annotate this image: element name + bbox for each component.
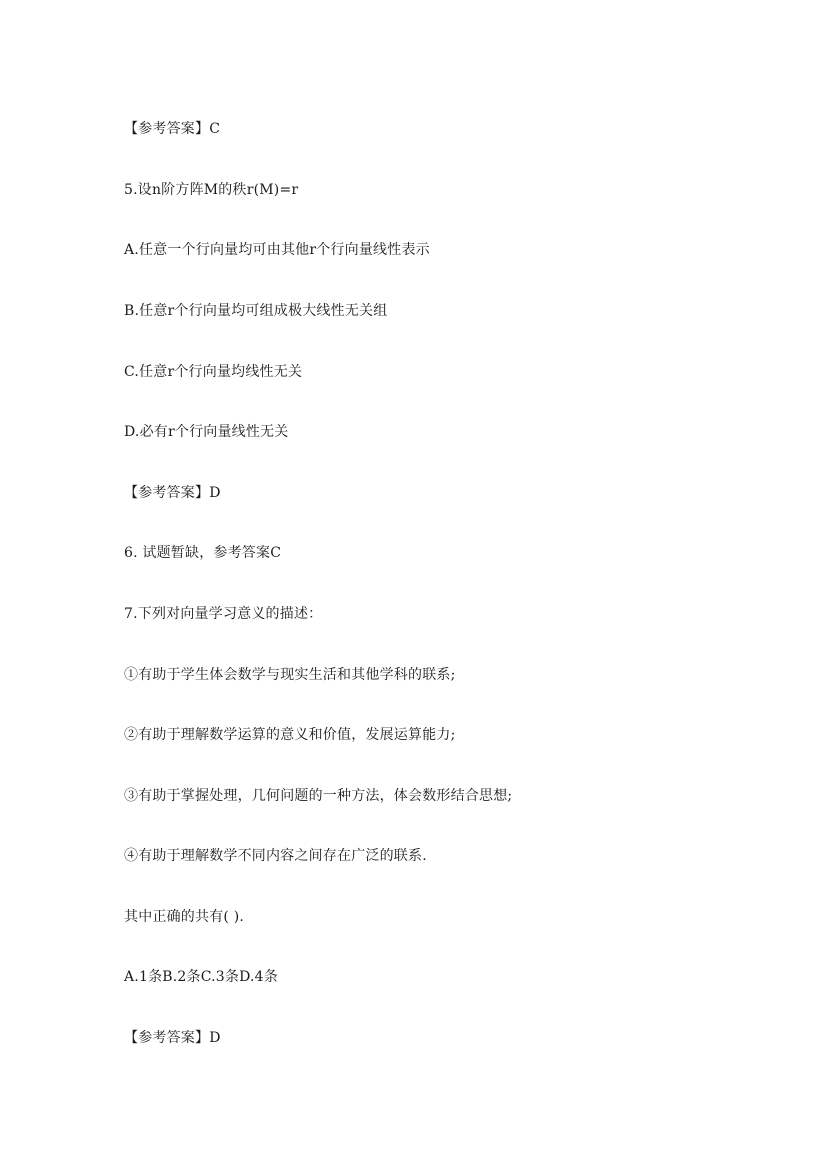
question-7-prompt: 其中正确的共有( ). — [124, 909, 245, 925]
answer-label-q5: 【参考答案】D — [124, 485, 221, 501]
question-5-option-c: C.任意r个行向量均线性无关 — [124, 364, 303, 380]
question-5-option-d: D.必有r个行向量线性无关 — [124, 424, 289, 440]
question-7-options: A.1条B.2条C.3条D.4条 — [124, 969, 278, 985]
answer-label-q4: 【参考答案】C — [124, 121, 221, 137]
question-7-statement-3: ③有助于掌握处理，几何问题的一种方法，体会数形结合思想; — [124, 788, 513, 804]
question-5-option-a: A.任意一个行向量均可由其他r个行向量线性表示 — [124, 242, 430, 258]
question-5-option-b: B.任意r个行向量均可组成极大线性无关组 — [124, 303, 388, 319]
question-6-stem: 6. 试题暂缺，参考答案C — [124, 545, 282, 561]
answer-label-q7: 【参考答案】D — [124, 1030, 221, 1046]
question-5-stem: 5.设n阶方阵M的秩r(M)=r — [124, 182, 299, 198]
question-7-statement-4: ④有助于理解数学不同内容之间存在广泛的联系. — [124, 848, 427, 864]
question-7-statement-2: ②有助于理解数学运算的意义和价值，发展运算能力; — [124, 727, 456, 743]
question-7-statement-1: ①有助于学生体会数学与现实生活和其他学科的联系; — [124, 667, 456, 683]
question-7-stem: 7.下列对向量学习意义的描述： — [124, 606, 323, 622]
